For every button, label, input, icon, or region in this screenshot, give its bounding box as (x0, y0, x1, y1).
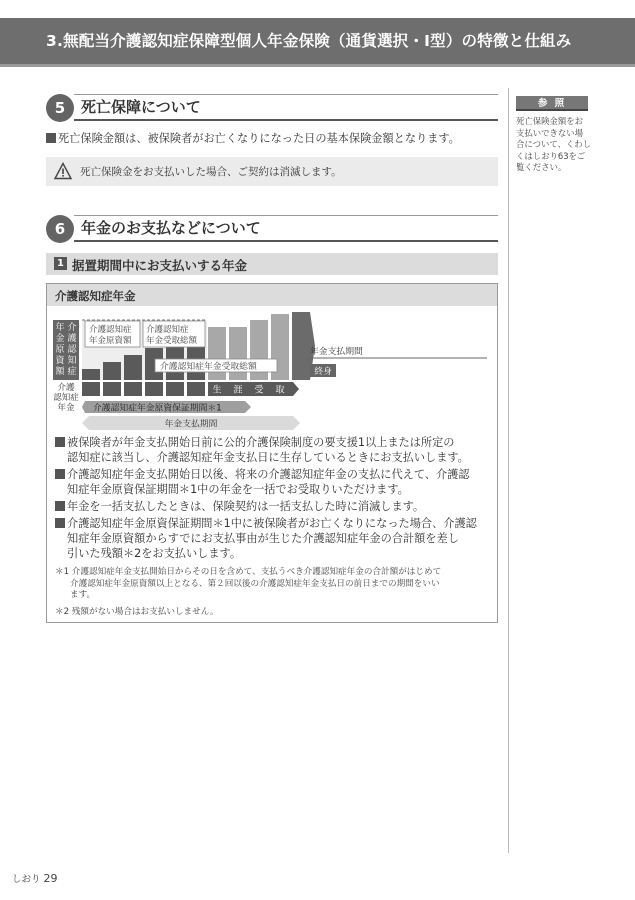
guarantee-period-text: 介護認知症年金原資保証期間＊1 (93, 403, 222, 414)
reference-text: 死亡保険金額をお 支払いできない場 合について、くわし くはしおり63をご 覧ください。 (516, 116, 592, 172)
section-5-heading (46, 94, 498, 124)
subsection-title: 据置期間中にお支払いする年金 (72, 258, 248, 273)
section-6-title: 年金のお支払などについて (81, 219, 261, 237)
warning-text: 死亡保険金をお支払いした場合、ご契約は消滅します。 (80, 166, 342, 178)
legend-a-line2: 年金原資額 (89, 336, 132, 346)
row-label-1: 認知症 (53, 393, 79, 403)
header-underline (0, 64, 635, 67)
left-label-col2-0: 介 (67, 323, 77, 333)
square-bullet-icon (46, 133, 56, 143)
bar-2 (103, 362, 121, 380)
legend-b-line2: 年金受取総額 (146, 336, 198, 346)
bar-1 (82, 369, 100, 380)
lifetime-char-1: 涯 (233, 385, 243, 396)
section-6-heading (46, 215, 498, 245)
payout-period-right: 年金支払期間 (310, 347, 363, 357)
reference-badge: 参 照 (516, 96, 588, 111)
pay-square-4 (145, 382, 163, 396)
panel-title: 介護認知症年金 (55, 289, 136, 303)
section-5-title: 死亡保障について (81, 98, 201, 116)
pay-square-1 (82, 382, 100, 396)
page-header (0, 18, 635, 64)
lifetime-char-3: 取 (275, 385, 285, 396)
page-title: 3.無配当介護認知症保障型個人年金保険（通貨選択・Ⅰ型）の特徴と仕組み (46, 32, 572, 50)
pay-square-2 (103, 382, 121, 396)
legend-b-line1: 介護認知症 (146, 325, 189, 335)
section-underline (74, 240, 498, 242)
lifetime-char-0: 生 (212, 385, 222, 396)
left-label-col1-4: 額 (55, 367, 65, 377)
column-divider (508, 88, 509, 853)
left-label-col2-4: 症 (67, 367, 77, 377)
warning-icon (54, 162, 72, 180)
total-received-label: 介護認知症年金受取総額 (160, 362, 257, 372)
annuity-diagram (47, 284, 497, 434)
left-label-col2-2: 認 (67, 345, 77, 355)
page-footer (12, 871, 58, 885)
square-bullet-icon (55, 518, 65, 528)
pay-square-3 (124, 382, 142, 396)
page-number: 29 (43, 872, 58, 885)
footer-label: しおり (12, 874, 41, 885)
pay-square-6 (187, 382, 205, 396)
row-label-0: 介護 (57, 383, 75, 393)
section-top-rule (74, 94, 498, 95)
square-bullet-icon (55, 469, 65, 479)
bar-3 (124, 355, 142, 380)
left-label-col2-3: 知 (67, 356, 77, 366)
left-label-col1-2: 原 (55, 345, 65, 355)
warning-note (46, 157, 498, 186)
left-label-col2-1: 護 (67, 334, 77, 344)
left-label-col1-3: 資 (55, 356, 65, 366)
section-underline (74, 119, 498, 121)
bullet-2: 介護認知症年金支払開始日以後、将来の介護認知症年金の支払に代えて、介護認 知症年金原資保証期間＊1中の年金を一括でお受取りいただけます。 (55, 467, 495, 497)
square-bullet-icon (55, 437, 65, 447)
subsection-heading (46, 253, 498, 275)
annuity-panel (46, 283, 498, 623)
bullet-1: 被保険者が年金支払開始日前に公的介護保険制度の要支援1以上または所定の 認知症に該当し、介護認知症年金支払日に生存しているときにお支払いします。 (55, 435, 495, 465)
section-6-number: 6 (46, 215, 74, 243)
whole-life-text: 終身 (314, 367, 332, 377)
row-label-2: 年金 (57, 403, 75, 413)
bullet-4: 介護認知症年金原資保証期間＊1中に被保険者がお亡くなりになった場合、介護認 知症年金原資額からすでにお支払事由が生じた介護認知症年金の合計額を差し 引いた残額＊2をお支払いします。 (55, 516, 495, 561)
subsection-number: 1 (54, 257, 67, 270)
footnote-1: ＊1 介護認知症年金支払開始日からその日を含めて、支払うべき介護認知症年金の合計額がはじめて 介護認知症年金原資額以上となる、第２回以後の介護認知症年金支払日の前日までの期間をいい ます。 (55, 567, 442, 600)
left-label-col1-1: 金 (55, 334, 65, 344)
bullet-3: 年金を一括支払したときは、保険契約は一括支払した時に消滅します。 (55, 499, 495, 514)
payment-period-text: 年金支払期間 (164, 419, 218, 430)
death-benefit-paragraph: 死亡保険金額は、被保険者がお亡くなりになった日の基本保険金額となります。 (46, 131, 460, 147)
section-top-rule (74, 215, 498, 216)
section-5-number: 5 (46, 94, 74, 122)
lifetime-char-2: 受 (254, 385, 264, 396)
footnote-2: ＊2 残額がない場合はお支払いしません。 (55, 607, 219, 617)
left-label-col1-0: 年 (55, 323, 65, 333)
pay-square-5 (166, 382, 184, 396)
square-bullet-icon (55, 501, 65, 511)
legend-a-line1: 介護認知症 (89, 325, 132, 335)
